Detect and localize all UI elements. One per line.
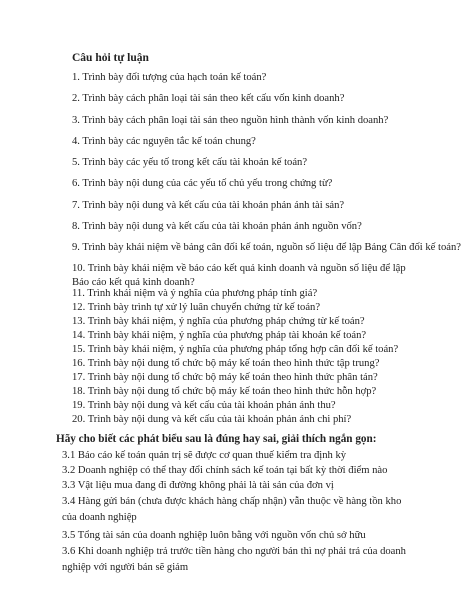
- tf-item-3-3: 3.3 Vật liệu mua đang đi đường không phải là tài sản của đơn vị: [62, 480, 334, 491]
- tf-item-3-6: 3.6 Khi doanh nghiệp trả trước tiền hàng cho người bán thì nợ phải trả của doanh nghiệp với người bán sẽ giảm: [62, 546, 406, 573]
- tf-item-3-2: 3.2 Doanh nghiệp có thể thay đổi chính sách kế toán tại bất kỳ thời điểm nào: [62, 465, 388, 476]
- essay-question-15: 15. Trình bày khái niệm, ý nghĩa của phương pháp tổng hợp cân đối kế toán?: [72, 344, 399, 355]
- tf-item-3-1: 3.1 Báo cáo kế toán quản trị sẽ được cơ quan thuế kiểm tra định kỳ: [62, 450, 347, 461]
- essay-question-17: 17. Trình bày nội dung tổ chức bộ máy kế toán theo hình thức phân tán?: [72, 372, 378, 383]
- essay-question-18: 18. Trình bày nội dung tổ chức bộ máy kế toán theo hình thức hỗn hợp?: [72, 386, 377, 397]
- essay-question-20: 20. Trình bày nội dung và kết cấu của tài khoản phản ánh chi phí?: [72, 414, 352, 425]
- essay-question-11: 11. Trình khái niệm và ý nghĩa của phương pháp tính giá?: [72, 288, 318, 299]
- essay-question-8: 8. Trình bày nội dung và kết cấu của tài khoản phản ánh nguồn vốn?: [72, 221, 362, 232]
- essay-question-5: 5. Trình bày các yếu tố trong kết cấu tài khoản kế toán?: [72, 157, 308, 168]
- essay-question-1: 1. Trình bày đối tượng của hạch toán kế toán?: [72, 72, 267, 83]
- tf-item-3-4: 3.4 Hàng gửi bán (chưa được khách hàng chấp nhận) vẫn thuộc về hàng tồn kho của doanh nghiệp: [62, 496, 402, 523]
- essay-question-16: 16. Trình bày nội dung tổ chức bộ máy kế toán theo hình thức tập trung?: [72, 358, 380, 369]
- essay-question-14: 14. Trình bày khái niệm, ý nghĩa của phương pháp tài khoản kế toán?: [72, 330, 367, 341]
- essay-question-3: 3. Trình bày cách phân loại tài sản theo nguồn hình thành vốn kinh doanh?: [72, 115, 389, 126]
- essay-question-7: 7. Trình bày nội dung và kết cấu của tài khoản phản ánh tài sản?: [72, 200, 345, 211]
- essay-question-6: 6. Trình bày nội dung của các yếu tố chủ yếu trong chứng từ?: [72, 178, 333, 189]
- essay-question-10: 10. Trình bày khái niệm về báo cáo kết quả kinh doanh và nguồn số liệu để lập Báo cáo kết quả kinh doanh?: [72, 263, 406, 288]
- true-false-heading: Hãy cho biết các phát biểu sau là đúng hay sai, giải thích ngắn gọn:: [56, 433, 377, 445]
- essay-question-13: 13. Trình bày khái niệm, ý nghĩa của phương pháp chứng từ kế toán?: [72, 316, 365, 327]
- essay-question-19: 19. Trình bày nội dung và kết cấu của tài khoản phản ánh thu?: [72, 400, 336, 411]
- essay-heading: Câu hỏi tự luận: [72, 52, 149, 64]
- tf-item-3-5: 3.5 Tổng tài sản của doanh nghiệp luôn bằng với nguồn vốn chủ sở hữu: [62, 530, 366, 541]
- essay-question-12: 12. Trình bày trình tự xử lý luân chuyển chứng từ kế toán?: [72, 302, 321, 313]
- essay-question-9: 9. Trình bày khái niệm về bảng cân đối kế toán, nguồn số liệu để lập Bảng Cân đối kế toán?: [72, 242, 461, 253]
- essay-question-4: 4. Trình bày các nguyên tắc kế toán chung?: [72, 136, 256, 147]
- essay-question-2: 2. Trình bày cách phân loại tài sản theo kết cấu vốn kinh doanh?: [72, 93, 345, 104]
